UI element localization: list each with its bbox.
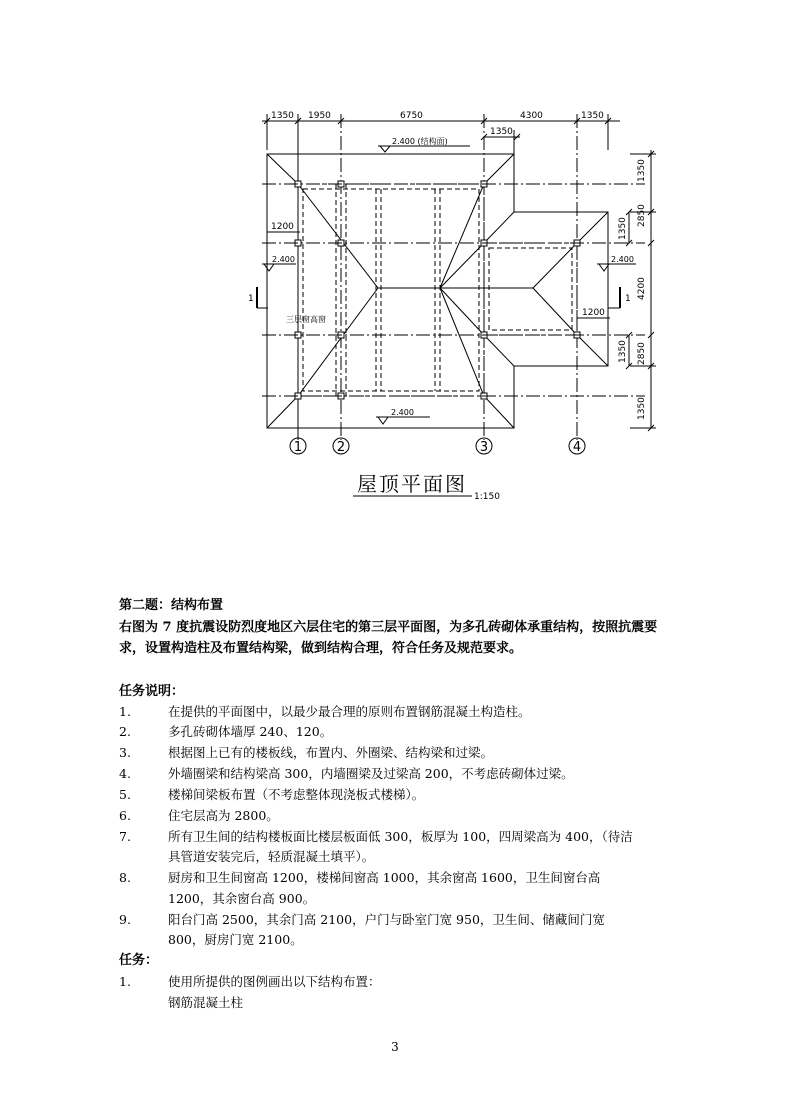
svg-text:1200: 1200 [271,222,294,232]
dim-right-sub-1: 1350 [618,217,628,240]
drawing-title-text: 屋顶平面图 [357,472,467,496]
svg-text:1200: 1200 [582,308,605,318]
axis-label-1: 1 [293,440,303,455]
axis-label-2: 2 [336,440,346,455]
svg-text:2.400 (结构面): 2.400 (结构面) [392,137,448,146]
drawing-scale: 1:150 [474,492,500,502]
axis-label-4: 4 [572,440,582,455]
dim-top-2: 1950 [308,111,331,121]
task-desc-heading: 任务说明： [119,684,185,699]
right-annotations [577,255,636,318]
section-mark-left: 1 [248,294,254,304]
section-mark-right: 1 [625,294,631,304]
svg-text:2.400: 2.400 [611,255,634,264]
dim-top-4: 4300 [520,111,543,121]
elevation-bottom [376,408,430,424]
left-annotations [248,222,326,324]
axis-bubbles [290,438,585,455]
dim-right-5: 1350 [637,397,647,420]
dim-top-1: 1350 [271,111,294,121]
roof-outline [267,154,608,428]
elevation-top [378,136,470,152]
section-intro: 右图为 7 度抗震设防烈度地区六层住宅的第三层平面图，为多孔砖砌体承重结构，按照抗震要求，设置构造柱及布置结构梁，做到结构合理，符合任务及规范要求。 [119,620,658,656]
svg-text:2.400: 2.400 [391,408,414,417]
axis-label-3: 3 [479,440,489,455]
horizontal-axes [262,184,645,396]
page-number: 3 [391,1040,399,1054]
dim-right-4: 2850 [637,342,647,365]
dim-right-1: 1350 [637,159,647,182]
right-dimension-chain [618,150,656,431]
task-heading: 任务： [119,953,159,968]
svg-text:2.400: 2.400 [272,255,295,264]
dim-top-3: 6750 [400,111,423,121]
dim-sub-top: 1350 [490,127,513,137]
drawing-title [353,472,500,502]
dim-top-5: 1350 [581,111,604,121]
section-heading: 第二题：结构布置 [119,598,224,613]
dim-right-3: 4200 [637,277,647,300]
dim-right-2: 2850 [637,204,647,227]
window-label: 三层窗高窗 [286,315,326,324]
roof-plan-drawing [0,0,790,520]
dim-right-sub-2: 1350 [618,340,628,363]
